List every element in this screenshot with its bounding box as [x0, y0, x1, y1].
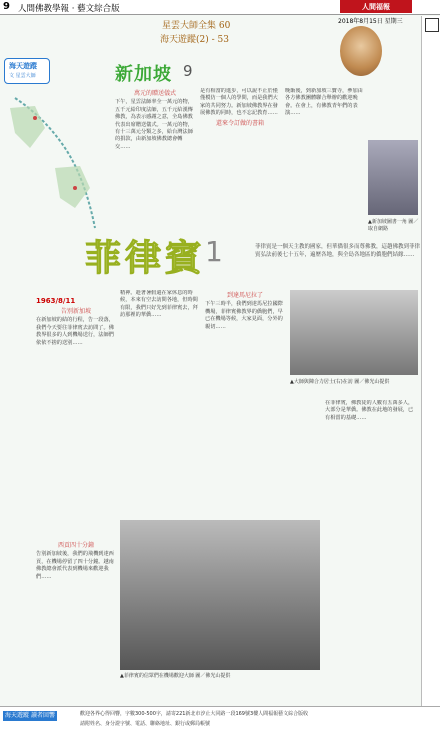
article-col-1 [115, 88, 195, 228]
col1-text: 下午，星雲法師率全一萬元的物，五千元給印度法師，五千元給漢傳佛教，為表示感謝之意，全島佛教代表出席贈送儀式。一萬元的物，有十三萬元分類之多，給台灣法師的捐款，由新加坡佛教總會轉交…… [115, 99, 193, 150]
pull-quote: 菲律賓是一個天主教的國家，但華僑很多而尊佛教，這趟佛教到菲律賓弘法前後七十五年，遍歷各地，與全島各地區的僑胞們結緣…… [255, 244, 421, 258]
page-footer [0, 706, 440, 736]
photo-caption-1: ▲新加坡圖書一角 圖／取自網路 [368, 219, 419, 232]
map-illustration [5, 88, 110, 238]
col5-text: 告別新加坡後，我們的飛機到達西貢，在機場停留了四十分鐘。越南佛教總會派代表到機場來歡迎我們…… [36, 551, 114, 580]
col2-text: 是有相當的進步，可以說不止於僅僅模仿一個人的學問，而是我們大家的共同努力。新加坡佛教界在發展佛教的同時，也不忘記教育…… [200, 88, 278, 117]
issue-date: 2018年8月15日 星期三 [338, 18, 403, 25]
tour-logo-sub: 文 星雲大師 [9, 73, 36, 79]
col1-subhead: 萬元的贈送儀式 [133, 90, 176, 97]
temple-photo [290, 290, 418, 375]
singapore-title: 新加坡 [115, 64, 172, 85]
col6-text: 精神。趁著暑假還在家休息的時候，本來有空去訪問各地，但時間有限，我們只好先到菲律賓去，拜訪那裡的華僑…… [120, 290, 198, 319]
article-col-4 [36, 306, 116, 536]
article-col-6 [120, 290, 200, 515]
article-col-7 [205, 290, 285, 420]
airport-group-photo [120, 520, 320, 670]
banner-line2: 海天遊蹤(2) - 53 [160, 35, 229, 45]
col5-subhead: 西貢四十分鐘 [57, 542, 94, 549]
tour-logo [4, 58, 50, 84]
article-col-3 [285, 88, 365, 188]
library-photo [368, 140, 418, 215]
trip-date: 1963/8/11 [36, 297, 76, 305]
philippines-num: 1 [205, 235, 223, 268]
singapore-num: 9 [183, 62, 193, 80]
philippines-title: 菲律賓 [85, 238, 206, 279]
sidebar-box [425, 18, 439, 32]
photo-caption-3: ▲菲律賓的信眾們在機場歡迎大師 圖／佛光山提供 [120, 673, 231, 679]
col7-text: 下午三時半，我們到達馬尼拉國際機場，菲律賓佛教界的僑胞們，早已在機場等候，大家見面，分外的親切…… [205, 301, 283, 330]
article-col-5 [36, 540, 116, 700]
reader-response-tag: 海天遊蹤 讀者回響 [3, 711, 57, 721]
col8-text: 在菲律賓，佛教徒的人數有五萬多人，大部分是華僑。佛教在此地的發展，已有相當的基礎…… [325, 400, 414, 421]
col7-subhead: 到達馬尼拉了 [226, 292, 263, 299]
article-col-8 [325, 400, 417, 700]
page-number: 9 [3, 1, 10, 12]
col4-text: 在新加坡的結的行程，告一段落，我們今天要往菲律賓去訪問了。佛教界很多的人到機場送行，法師們依依不捨的送別…… [36, 317, 114, 346]
tour-logo-title: 海天遊蹤 [9, 62, 37, 70]
col2-subhead: 還來令訂做的書箱 [215, 119, 264, 127]
paper-logo: 人間福報 [340, 0, 412, 13]
master-portrait [340, 26, 382, 76]
article-col-2 [200, 88, 280, 228]
photo-caption-2: ▲大師與陳合力居士(右)在訪 圖／佛光山提供 [290, 379, 390, 385]
right-sidebar [421, 16, 440, 706]
footer-line2: 請附姓名、身分證字號、電話、聯絡地址、銀行或郵局帳號 [80, 721, 211, 727]
banner-line1: 星雲大師全集 60 [162, 21, 231, 31]
footer-line1: 歡迎各界心得回響，字數300-500字，請寄221新北市汐止大同路一段169號3樓人間福報藝文綜合版收 [80, 711, 309, 717]
section-title: 人間佛教學報 · 藝文綜合版 [18, 4, 120, 14]
col3-text: 晚飯後，到新加坡三寶寺，參加由各方佛教團體聯合舉辦的歡迎晚會。在會上，有佛教青年們的表演…… [285, 88, 363, 117]
col4-subhead: 告別新加坡 [60, 308, 91, 315]
